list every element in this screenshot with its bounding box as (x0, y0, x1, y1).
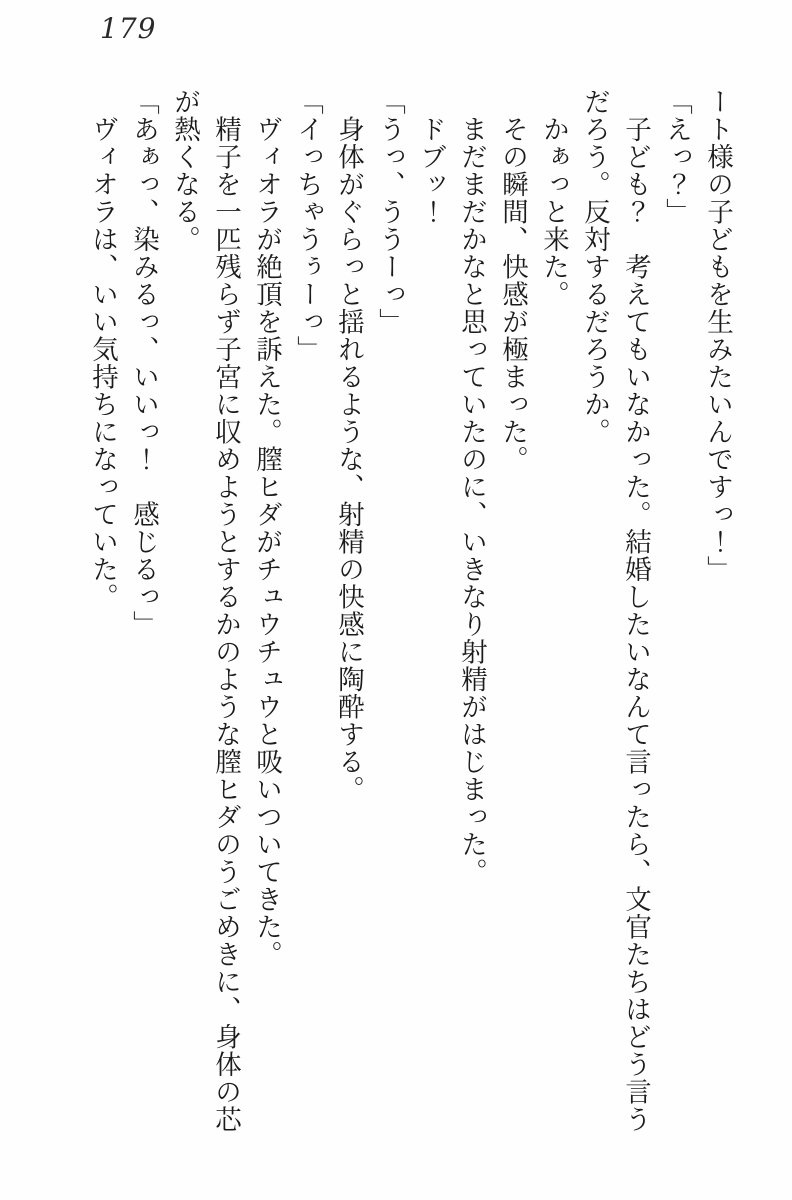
text-line: 子ども？ 考えてもいなかった。結婚したいなんて言ったら、文官たちはどう言う (620, 88, 651, 1133)
text-line: ヴィオラは、いい気持ちになっていた。 (87, 88, 118, 611)
text-line: だろう。反対するだろうか。 (579, 88, 610, 446)
text-line: 精子を一匹残らず子宮に収めようとするかのような膣ヒダのうごめきに、身体の芯 (210, 88, 241, 1133)
text-line: まだまだかなと思っていたのに、いきなり射精がはじまった。 (456, 88, 487, 886)
text-line: 「あぁっ、染みるっ、いいっ！ 感じるっ」 (128, 88, 159, 638)
page-text (82, 88, 738, 1133)
text-line: ート様の子どもを生みたいんですっ！」 (702, 88, 733, 583)
text-line: ドブッ！ (415, 88, 446, 226)
text-line: 「イっちゃうぅーっ」 (292, 88, 323, 363)
text-line: 身体がぐらっと揺れるような、射精の快感に陶酔する。 (333, 88, 364, 803)
text-line: が熱くなる。 (169, 88, 200, 253)
text-line: ヴィオラが絶頂を訴えた。膣ヒダがチュウチュウと吸いついてきた。 (251, 88, 282, 968)
text-line: 「えっ？」 (661, 88, 692, 226)
page-number: 179 (100, 12, 157, 45)
text-line: その瞬間、快感が極まった。 (497, 88, 528, 473)
text-line: 「うっ、ううーっ」 (374, 88, 405, 336)
text-line: かぁっと来た。 (538, 88, 569, 308)
